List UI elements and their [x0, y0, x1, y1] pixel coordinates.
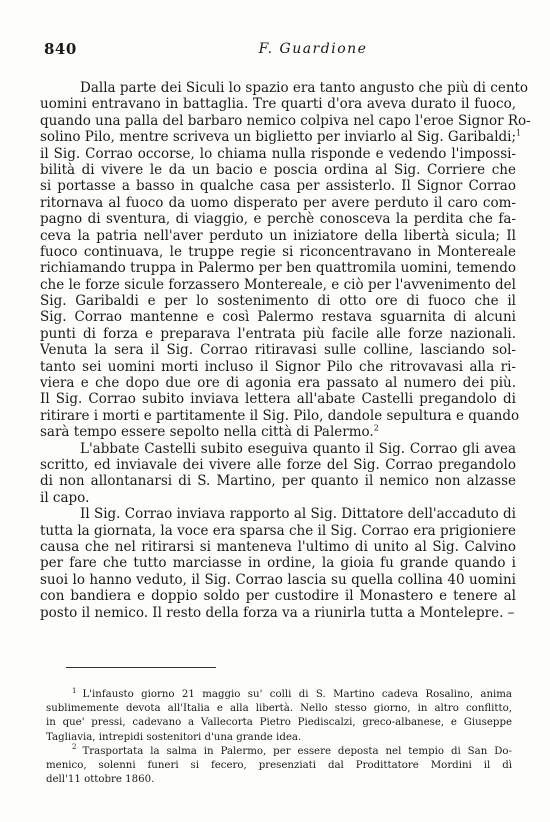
footnote-text: L'infausto giorno 21 maggio su' colli di S. Martino cadeva Rosalino, anima [82, 689, 512, 700]
footnote-line [46, 759, 512, 773]
body-text [40, 80, 531, 621]
footnote-mark: 2 [72, 743, 77, 752]
body-line: causa che nel ritirarsi si manteneva l'ultimo di unito al Sig. Calvino [40, 538, 516, 555]
body-line: quando una palla del barbaro nemico colpiva nel capo l'eroe Signor Ro- [40, 112, 531, 129]
footnote-line [46, 731, 512, 745]
body-line: Sig. Garibaldi e per lo sostenimento di otto ore di fuoco che il [40, 293, 516, 310]
body-line: Dalla parte dei Siculi lo spazio era tanto angusto che più di cento [80, 80, 529, 96]
body-line: punti di forza e preparava l'entrata più facile alle forze nazionali. [40, 325, 516, 342]
body-line: L'abbate Castelli subito eseguiva quanto il Sig. Corrao gli avea [80, 440, 516, 457]
footnote-separator [66, 667, 216, 668]
body-line: fuoco continuava, le truppe regie si riconcentravano in Montereale [40, 243, 516, 260]
body-line: scritto, ed inviavale dei vivere alle forze del Sig. Corrao pregandolo [40, 456, 516, 473]
body-line: il capo. [40, 489, 90, 506]
body-line: di non allontanarsi di S. Martino, per quanto il nemico non alzasse [40, 473, 516, 490]
footnote-line [46, 688, 512, 702]
running-head: F. Guardione [258, 41, 368, 57]
page-header [44, 40, 522, 64]
footnote-reference: 2 [373, 423, 379, 433]
body-line: suoi lo hanno veduto, il Sig. Corrao lascia su quella collina 40 uomini [40, 571, 516, 588]
body-line: viera e che dopo due ore di agonia era passato al numero dei più. [40, 375, 516, 392]
body-line: ritornava al fuoco da uomo disperato per avere perduto il caro com- [40, 194, 516, 211]
footnote-text: Tagliavia, intrepidi sostenitori d'una grande idea. [46, 731, 302, 743]
body-line: Venuta la sera il Sig. Corrao ritiravasi sulle colline, lasciando sol- [40, 342, 516, 359]
footnote-reference: 1 [516, 128, 522, 138]
body-line: con bandiera e doppio soldo per custodire il Monastero e tenere al [40, 588, 516, 605]
body-line: Il Sig. Corrao inviava rapporto al Sig. Dittatore dell'accaduto di [80, 506, 516, 523]
page-number: 840 [44, 40, 77, 58]
body-line: per fare che tutto marciasse in ordine, la gioia fu grande quando i [40, 555, 516, 572]
footnotes [46, 688, 512, 787]
body-line: si portasse a basso in qualche casa per assisterlo. Il Signor Corrao [40, 178, 516, 195]
footnote-line [46, 773, 512, 787]
footnote-mark: 1 [72, 686, 77, 695]
footnote-line [46, 745, 512, 759]
footnote-text: dell'11 ottobre 1860. [46, 774, 155, 786]
body-line: richiamando truppa in Palermo per ben quattromila uomini, temendo [40, 260, 516, 277]
body-line: Sig. Corrao mantenne e così Palermo restava sguarnita di alcuni [40, 309, 516, 326]
body-line: posto il nemico. Il resto della forza va a riunirla tutta a Montelepre. – [40, 604, 515, 621]
body-line: che le forze sicule forzassero Montereale, e ciò per l'avvenimento del [40, 276, 516, 293]
footnote-text: in que' pressi, cadevano a Vallecorta Pietro Piediscalzi, greco-albanese, e Giuseppe [46, 717, 512, 729]
footnote-line [46, 716, 512, 730]
footnote-text: sublimemente devota all'Italia e alla libertà. Nello stesso giorno, in altro conflitto, [46, 703, 512, 715]
body-line: bilità di vivere le da un bacio e poscia ordina al Sig. Corriere che [40, 161, 516, 178]
body-line: uomini entravano in battaglia. Tre quarti d'ora aveva durato il fuoco, [40, 96, 516, 113]
body-line: solino Pilo, mentre scriveva un biglietto per inviarlo al Sig. Garibaldi;$^1$ [40, 128, 522, 146]
body-line: ritirare i morti e partitamente il Sig. Pilo, dandole sepultura e quando [40, 407, 520, 424]
body-line: il Sig. Corrao occorse, lo chiama nulla risponde e vedendo l'impossi- [40, 145, 516, 162]
body-line: pagno di sventura, di viaggio, e perchè conosceva la perdita che fa- [40, 211, 516, 228]
body-line: tutta la giornata, la voce era sparsa che il Sig. Corrao era prigioniere [40, 522, 516, 539]
body-line: tanto sei uomini morti incluso il Signor Pilo che ritrovavasi alla ri- [40, 358, 516, 375]
footnote-line [46, 702, 512, 716]
footnote-text: menico, solenni funeri si fecero, presenziati dal Prodittatore Mordini il dì [46, 759, 512, 771]
body-line: sarà tempo essere sepolto nella città di Palermo.$^2$ [40, 423, 379, 441]
footnote-text: Trasportata la salma in Palermo, per essere deposta nel tempio di San Do- [82, 745, 512, 757]
body-line: Il Sig. Corrao subito inviava lettera all'abate Castelli pregandolo di [40, 391, 516, 408]
body-line: ceva la patria nell'aver perduto un iniziatore della libertà sicula; Il [40, 227, 516, 244]
